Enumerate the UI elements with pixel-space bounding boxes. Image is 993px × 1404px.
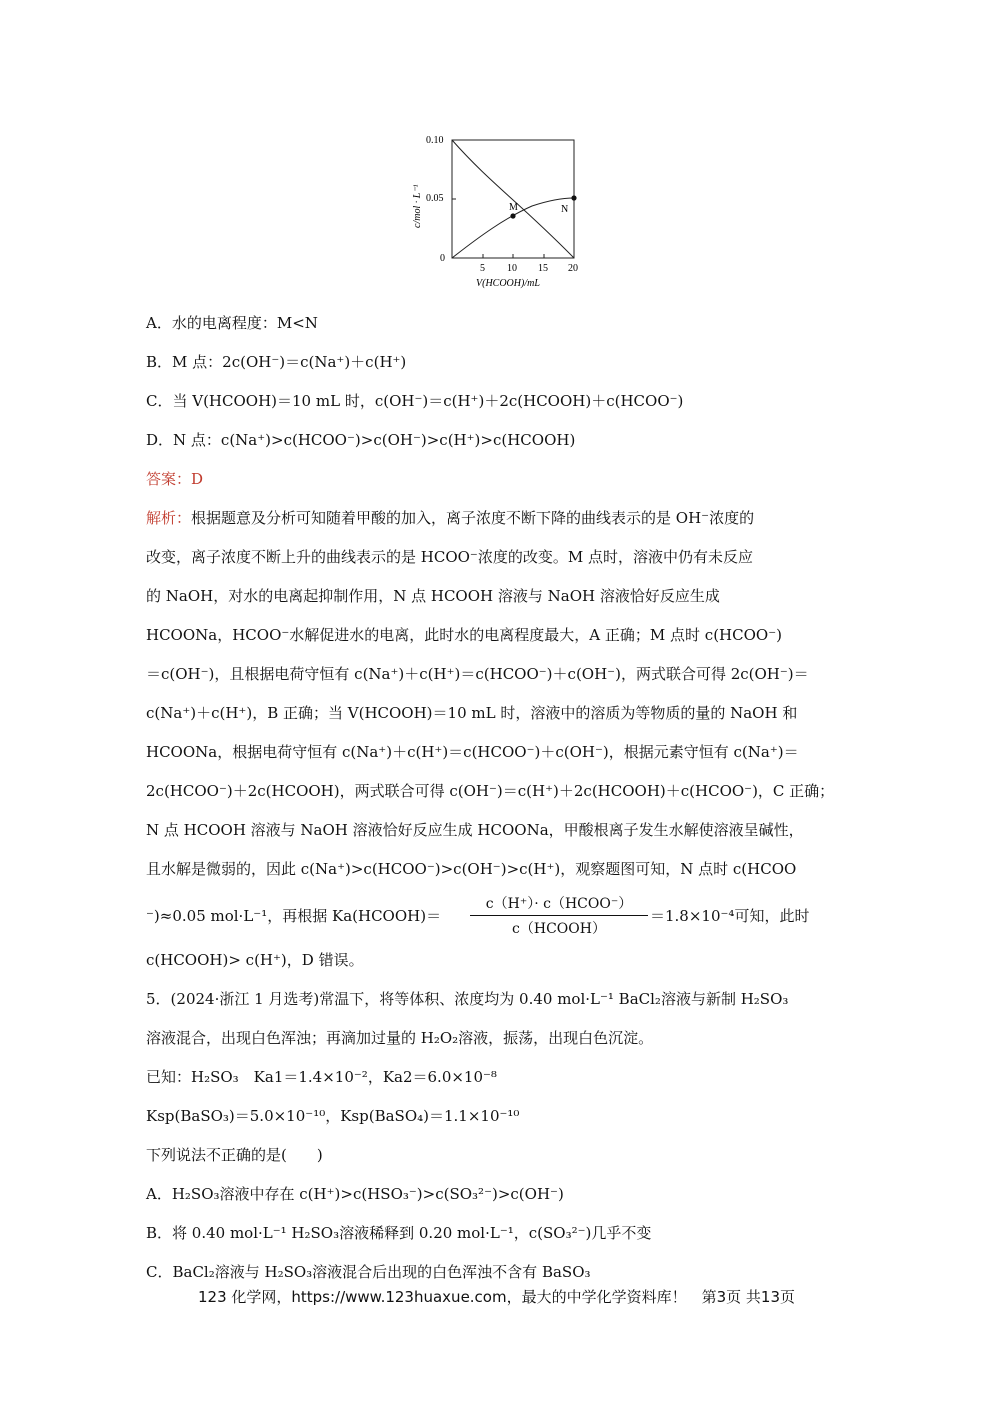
explanation-line: c(HCOOH)> c(H⁺)，D 错误。 [146, 951, 364, 969]
question-5-stem: 溶液混合，出现白色浑浊；再滴加过量的 H₂O₂溶液，振荡，出现白色沉淀。 [146, 1029, 654, 1047]
question-5-option-b: B．将 0.40 mol·L⁻¹ H₂SO₃溶液稀释到 0.20 mol·L⁻¹，c(SO₃²⁻)几乎不变 [146, 1224, 652, 1242]
xtick-label: 15 [538, 263, 548, 274]
explanation-line: 的 NaOH，对水的电离起抑制作用，N 点 HCOOH 溶液与 NaOH 溶液恰好反应生成 [146, 587, 720, 605]
ytick-label: 0 [440, 253, 445, 264]
option-d: D．N 点：c(Na⁺)>c(HCOO⁻)>c(OH⁻)>c(H⁺)>c(HCOOH) [146, 431, 576, 449]
point-m-label: M [509, 202, 518, 213]
question-5-known: Ksp(BaSO₃)＝5.0×10⁻¹⁰，Ksp(BaSO₄)＝1.1×10⁻¹⁰ [146, 1107, 520, 1125]
y-axis-label: c/mol · L⁻¹ [412, 184, 423, 228]
fraction-denominator: c（HCOOH） [512, 921, 606, 937]
explanation-label: 解析： [146, 509, 192, 527]
concentration-chart [410, 128, 590, 296]
explanation-line: HCOONa，根据电荷守恒有 c(Na⁺)＋c(H⁺)＝c(HCOO⁻)＋c(OH⁻)，根据元素守恒有 c(Na⁺)＝ [146, 743, 799, 761]
question-5-option-a: A．H₂SO₃溶液中存在 c(H⁺)>c(HSO₃⁻)>c(SO₃²⁻)>c(OH⁻) [146, 1185, 564, 1203]
oh-curve [452, 140, 574, 258]
ka-fraction [470, 893, 648, 938]
explanation-line: 2c(HCOO⁻)＋2c(HCOOH)，两式联合可得 c(OH⁻)＝c(H⁺)＋2c(HCOOH)＋c(HCOO⁻)，C 正确； [146, 782, 835, 800]
ytick-label: 0.05 [426, 193, 444, 204]
explanation-line: 且水解是微弱的，因此 c(Na⁺)>c(HCOO⁻)>c(OH⁻)>c(H⁺)，观察题图可知，N 点时 c(HCOO [146, 860, 797, 878]
point-n [571, 195, 576, 200]
question-5-stem: 5．(2024·浙江 1 月选考)常温下，将等体积、浓度均为 0.40 mol·L⁻¹ BaCl₂溶液与新制 H₂SO₃ [146, 990, 789, 1008]
question-5-option-c: C．BaCl₂溶液与 H₂SO₃溶液混合后出现的白色浑浊不含有 BaSO₃ [146, 1263, 591, 1281]
question-5-prompt: 下列说法不正确的是( ) [146, 1146, 323, 1164]
page-footer: 123 化学网，https://www.123huaxue.com，最大的中学化学资料库！ 第3页 共13页 [197, 1288, 795, 1306]
xtick-label: 10 [507, 263, 517, 274]
explanation-line: HCOONa，HCOO⁻水解促进水的电离，此时水的电离程度最大，A 正确；M 点时 c(HCOO⁻) [146, 626, 782, 644]
xtick-label: 20 [568, 263, 578, 274]
explanation-line: 改变，离子浓度不断上升的曲线表示的是 HCOO⁻浓度的改变。M 点时，溶液中仍有未反应 [146, 548, 753, 566]
explanation-line: N 点 HCOOH 溶液与 NaOH 溶液恰好反应生成 HCOONa，甲酸根离子发生水解使溶液呈碱性， [146, 821, 804, 839]
option-c: C．当 V(HCOOH)＝10 mL 时，c(OH⁻)＝c(H⁺)＋2c(HCOOH)＋c(HCOO⁻) [146, 392, 684, 410]
question-5-known: 已知：H₂SO₃ Ka1＝1.4×10⁻²，Ka2＝6.0×10⁻⁸ [146, 1068, 497, 1086]
option-b: B．M 点：2c(OH⁻)＝c(Na⁺)＋c(H⁺) [146, 353, 407, 371]
explanation-line: 解析：根据题意及分析可知随着甲酸的加入，离子浓度不断下降的曲线表示的是 OH⁻浓度的 [146, 509, 755, 527]
answer: 答案：D [146, 470, 204, 488]
fraction-numerator: c（H⁺）· c（HCOO⁻） [470, 893, 648, 916]
point-n-label: N [561, 204, 569, 215]
explanation-line: c(Na⁺)＋c(H⁺)，B 正确；当 V(HCOOH)＝10 mL 时，溶液中的溶质为等物质的量的 NaOH 和 [146, 704, 798, 722]
ytick-label: 0.10 [426, 135, 444, 146]
explanation-line: ＝c(OH⁻)，且根据电荷守恒有 c(Na⁺)＋c(H⁺)＝c(HCOO⁻)＋c(OH⁻)，两式联合可得 2c(OH⁻)＝ [146, 665, 809, 683]
point-m [510, 213, 515, 218]
x-axis-label: V(HCOOH)/mL [476, 278, 540, 289]
explanation-line: ＝1.8×10⁻⁴可知，此时 [650, 907, 810, 925]
explanation-line: ⁻)≈0.05 mol·L⁻¹，再根据 Ka(HCOOH)＝ [146, 907, 442, 925]
option-a: A．水的电离程度：M<N [146, 314, 318, 332]
xtick-label: 5 [480, 263, 485, 274]
